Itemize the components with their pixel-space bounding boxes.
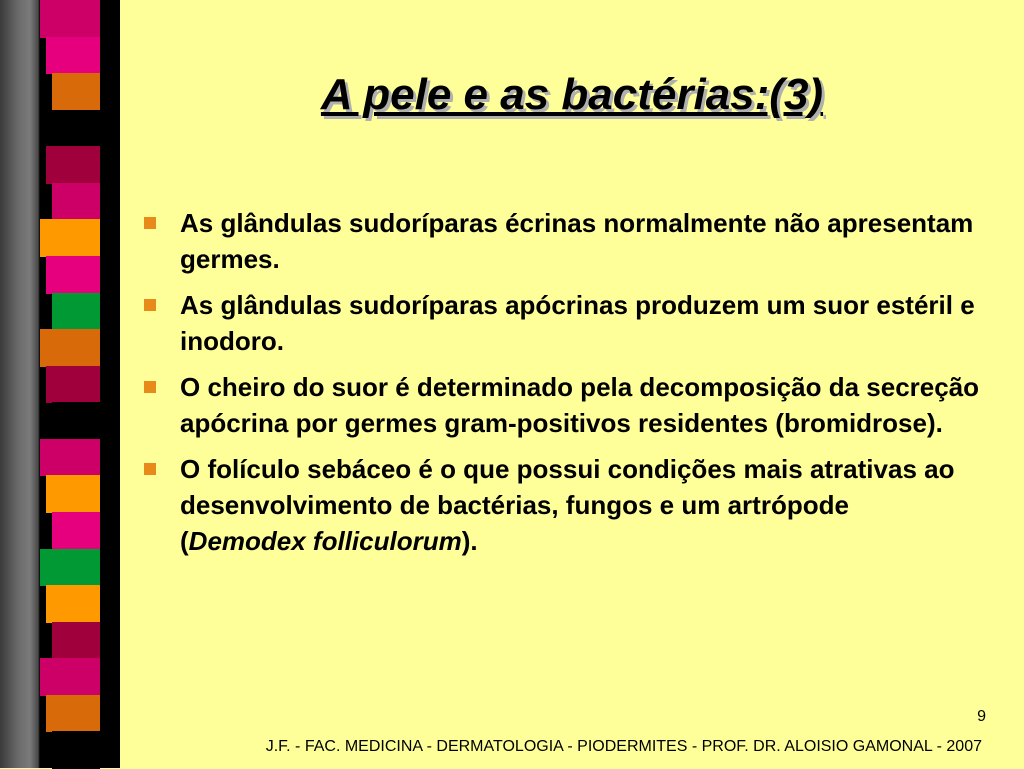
color-stripe — [52, 73, 100, 111]
bullet-text: As glândulas sudoríparas écrinas normalmente não apresentam germes. — [180, 208, 974, 274]
species-name: Demodex folliculorum — [188, 526, 462, 556]
bullet-text: O cheiro do suor é determinado pela decomposição da secreção apócrina por germes gram-positivos residentes (bromidrose). — [180, 372, 980, 438]
square-bullet-icon — [144, 381, 156, 393]
color-stripe — [40, 110, 100, 148]
bullet-item — [140, 451, 980, 559]
color-stripe — [52, 731, 100, 769]
color-stripe — [46, 256, 100, 294]
page-number: 9 — [977, 708, 986, 725]
color-stripes — [40, 0, 100, 768]
square-bullet-icon — [144, 299, 156, 311]
color-stripe — [46, 146, 100, 184]
slide-title: A pele e as bactérias:(3) — [320, 70, 824, 119]
color-stripe — [46, 475, 100, 513]
bullet-list — [140, 205, 980, 569]
color-stripe — [40, 219, 100, 257]
color-stripe — [40, 658, 100, 696]
color-stripe — [52, 402, 100, 440]
bullet-text-start: O folículo sebáceo é o que possui condições mais atrativas ao desenvolvimento de bactérias, fungos e um artrópode ( — [180, 454, 955, 556]
footer-text: J.F. - FAC. MEDICINA - DERMATOLOGIA - PIODERMITES - PROF. DR. ALOISIO GAMONAL - 2007 — [265, 738, 982, 755]
bullet-item — [140, 369, 980, 441]
color-stripe — [40, 549, 100, 587]
bullet-item — [140, 287, 980, 359]
color-stripe — [52, 293, 100, 331]
color-stripe — [52, 183, 100, 221]
square-bullet-icon — [144, 217, 156, 229]
decorative-side-bar — [0, 0, 120, 768]
color-stripe — [52, 512, 100, 550]
color-stripe — [46, 366, 100, 404]
color-stripe — [52, 622, 100, 660]
bullet-text-end: ). — [461, 526, 478, 556]
color-stripe — [46, 585, 100, 623]
color-stripe — [46, 37, 100, 75]
bullet-text: As glândulas sudoríparas apócrinas produzem um suor estéril e inodoro. — [180, 290, 975, 356]
color-stripe — [40, 329, 100, 367]
color-stripe — [40, 0, 100, 38]
square-bullet-icon — [144, 463, 156, 475]
color-stripe — [40, 439, 100, 477]
bullet-item — [140, 205, 980, 277]
color-stripe — [46, 695, 100, 733]
